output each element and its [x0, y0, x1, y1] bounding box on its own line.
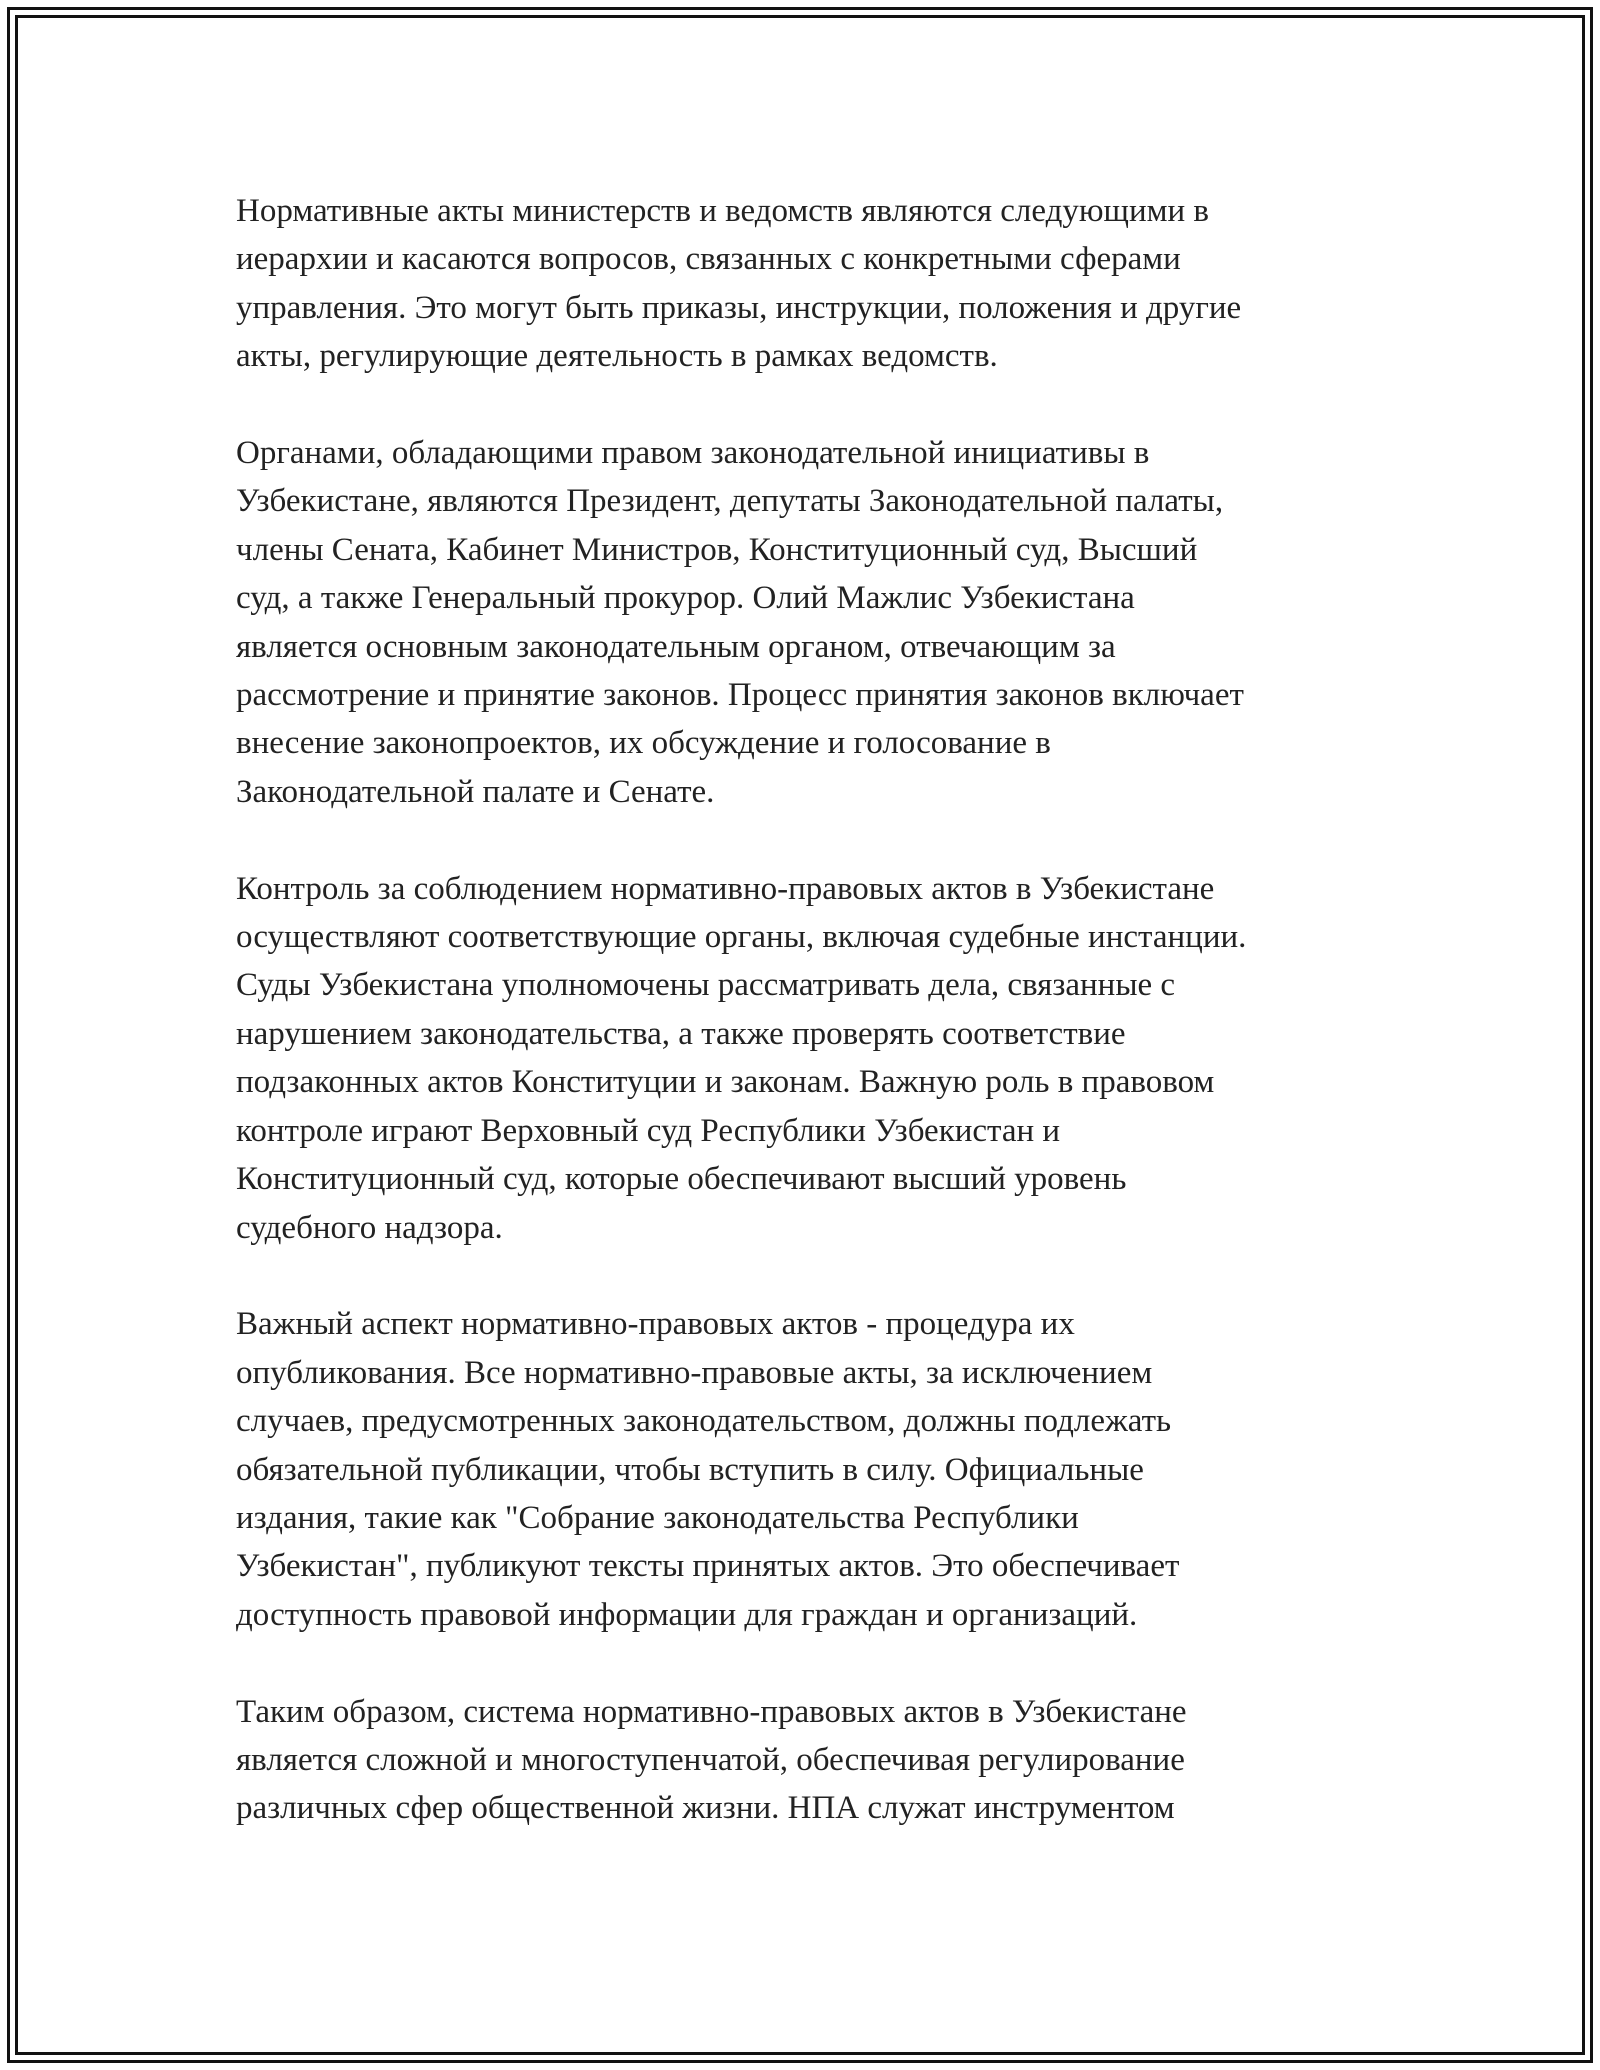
paragraph-legislative-initiative: Органами, обладающими правом законодательной инициативы в Узбекистане, являются Президент, депутаты Законодательной палаты, члены Сената, Кабинет Министров, Конституционный суд, Высший суд, а также Генеральный прокурор. Олий Мажлис Узбекистана является основным законодательным органом, отвечающим за рассмотрение и принятие законов. Процесс принятия законов включает внесение законопроектов, их обсуждение и голосование в Законодательной палате и Сенате. [236, 435, 1244, 810]
document-body [236, 187, 1386, 1833]
paragraph-publication-procedure: Важный аспект нормативно-правовых актов - процедура их опубликования. Все нормативно-правовые акты, за исключением случаев, предусмотренных законодательством, должны подлежать обязательной публикации, чтобы вступить в силу. Официальные издания, такие как "Собрание законодательства Республики Узбекистан", публикуют тексты принятых актов. Это обеспечивает доступность правовой информации для граждан и организаций. [236, 1306, 1180, 1633]
paragraph-compliance-control: Контроль за соблюдением нормативно-правовых актов в Узбекистане осуществляют соответствующие органы, включая судебные инстанции. Суды Узбекистана уполномочены рассматривать дела, связанные с нарушением законодательства, а также проверять соответствие подзаконных актов Конституции и законам. Важную роль в правовом контроле играют Верховный суд Республики Узбекистан и Конституционный суд, которые обеспечивают высший уровень судебного надзора. [236, 870, 1247, 1246]
paragraph-ministry-acts: Нормативные акты министерств и ведомств являются следующими в иерархии и касаются вопросов, связанных с конкретными сферами управления. Это могут быть приказы, инструкции, положения и другие акты, регулирующие деятельность в рамках ведомств. [236, 193, 1242, 375]
paragraph-conclusion: Таким образом, система нормативно-правовых актов в Узбекистане является сложной и многоступенчатой, обеспечивая регулирование различных сфер общественной жизни. НПА служат инструментом [236, 1693, 1187, 1827]
